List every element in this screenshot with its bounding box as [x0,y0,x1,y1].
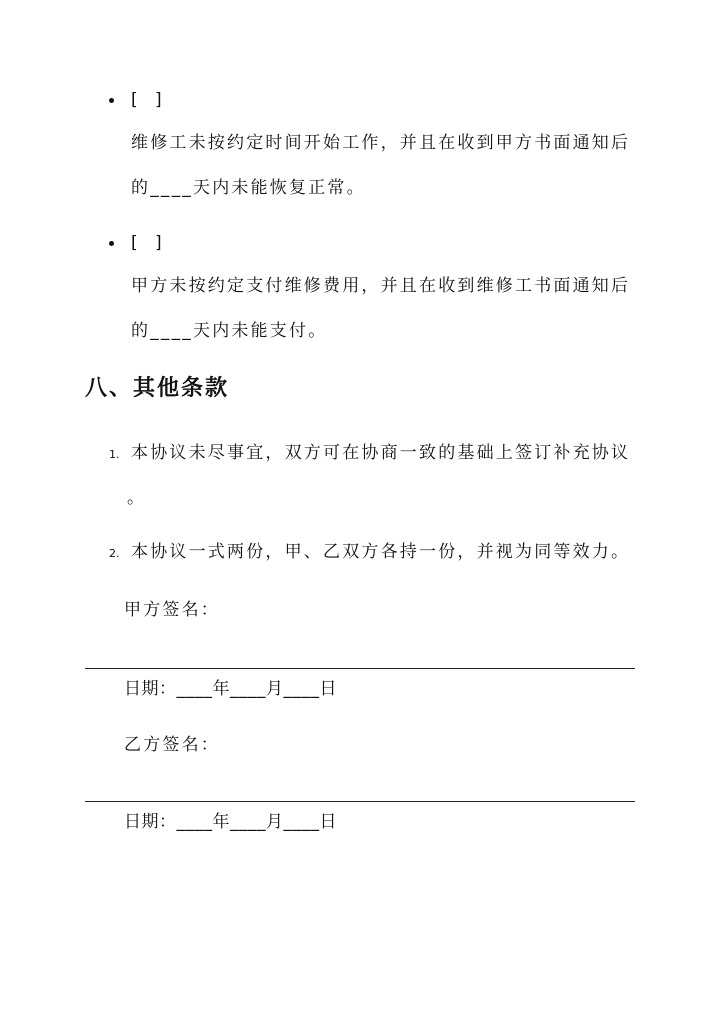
item-number: 2. [109,547,120,560]
checkbox[interactable]: [ ] [131,90,168,110]
item-number: 1. [109,448,120,461]
signature-line-b[interactable] [85,801,635,802]
checkbox[interactable]: [ ] [131,233,168,253]
party-a-signature-label: 甲方签名： [124,600,220,620]
item-text-line: 本协议一式两份，甲、乙双方各持一份，并视为同等效力。 [131,542,631,562]
section-heading: 八、其他条款 [85,376,230,401]
condition-text-line: 的____天内未能支付。 [131,321,328,341]
party-a-date: 日期：____年____月____日 [124,679,337,699]
condition-text-line: 维修工未按约定时间开始工作，并且在收到甲方书面通知后 [131,133,631,153]
party-b-date: 日期：____年____月____日 [124,812,337,832]
item-text-line: 。 [127,488,147,508]
bullet-icon [109,98,114,103]
bullet-icon [109,241,114,246]
party-b-signature-label: 乙方签名： [124,735,220,755]
condition-text-line: 甲方未按约定支付维修费用，并且在收到维修工书面通知后 [131,276,631,296]
signature-line-a[interactable] [85,668,635,669]
condition-text-line: 的____天内未能恢复正常。 [131,178,366,198]
item-text-line: 本协议未尽事宜，双方可在协商一致的基础上签订补充协议 [131,443,631,463]
